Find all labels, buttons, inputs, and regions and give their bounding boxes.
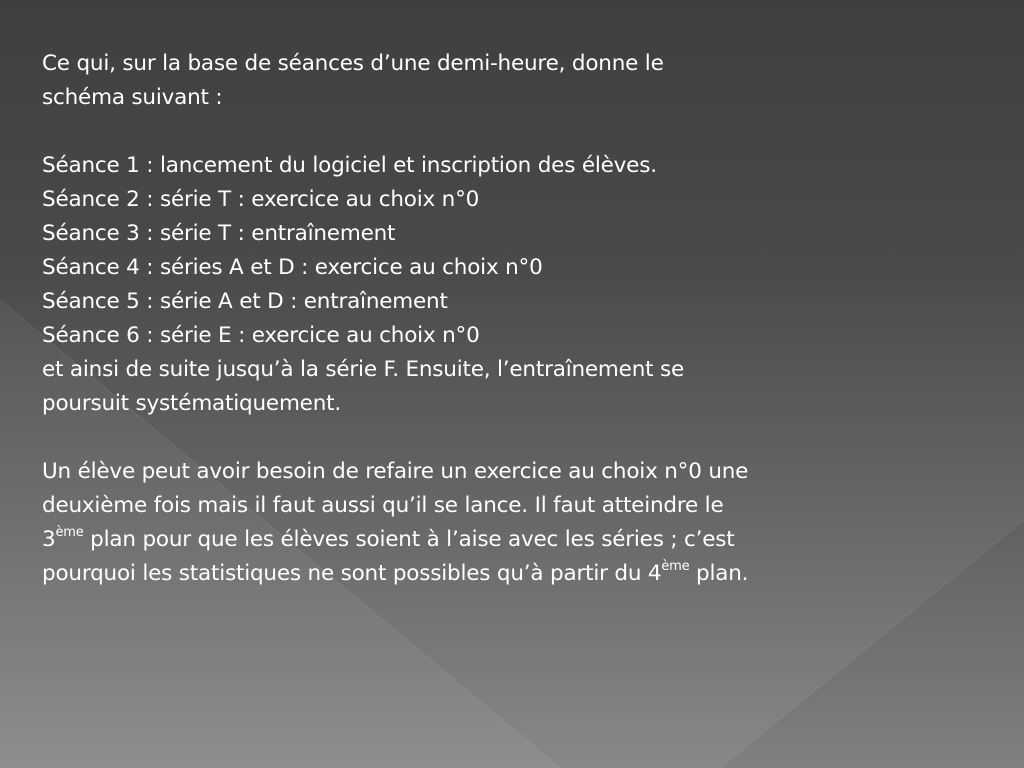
ordinal-suffix: ème [661, 558, 690, 574]
session-line: Séance 3 : série T : entraînement [42, 221, 396, 246]
ordinal-number: 3 [42, 527, 56, 552]
ordinal-suffix: ème [55, 524, 84, 540]
sessions-list [42, 149, 982, 421]
conclusion-text: plan pour que les élèves soient à l’aise avec les séries ; c’est [83, 527, 735, 552]
intro-paragraph [42, 47, 982, 115]
conclusion-paragraph [42, 455, 982, 591]
conclusion-text: pourquoi les statistiques ne sont possibles qu’à partir du 4 [42, 561, 662, 586]
intro-line: Ce qui, sur la base de séances d’une demi-heure, donne le [42, 51, 664, 76]
session-line: Séance 1 : lancement du logiciel et inscription des élèves. [42, 153, 657, 178]
slide-body [42, 47, 982, 591]
conclusion-line [42, 523, 982, 557]
paragraph-spacer [42, 421, 982, 455]
session-line: et ainsi de suite jusqu’à la série F. Ensuite, l’entraînement se [42, 357, 685, 382]
intro-line: schéma suivant : [42, 85, 223, 110]
session-line: Séance 6 : série E : exercice au choix n°0 [42, 323, 480, 348]
session-line: Séance 5 : série A et D : entraînement [42, 289, 448, 314]
conclusion-line: deuxième fois mais il faut aussi qu’il se lance. Il faut atteindre le [42, 493, 724, 518]
conclusion-line: Un élève peut avoir besoin de refaire un exercice au choix n°0 une [42, 459, 749, 484]
session-line: poursuit systématiquement. [42, 391, 342, 416]
session-line: Séance 2 : série T : exercice au choix n°0 [42, 187, 480, 212]
conclusion-line [42, 557, 982, 591]
session-line: Séance 4 : séries A et D : exercice au choix n°0 [42, 255, 543, 280]
paragraph-spacer [42, 115, 982, 149]
conclusion-text: plan. [689, 561, 749, 586]
